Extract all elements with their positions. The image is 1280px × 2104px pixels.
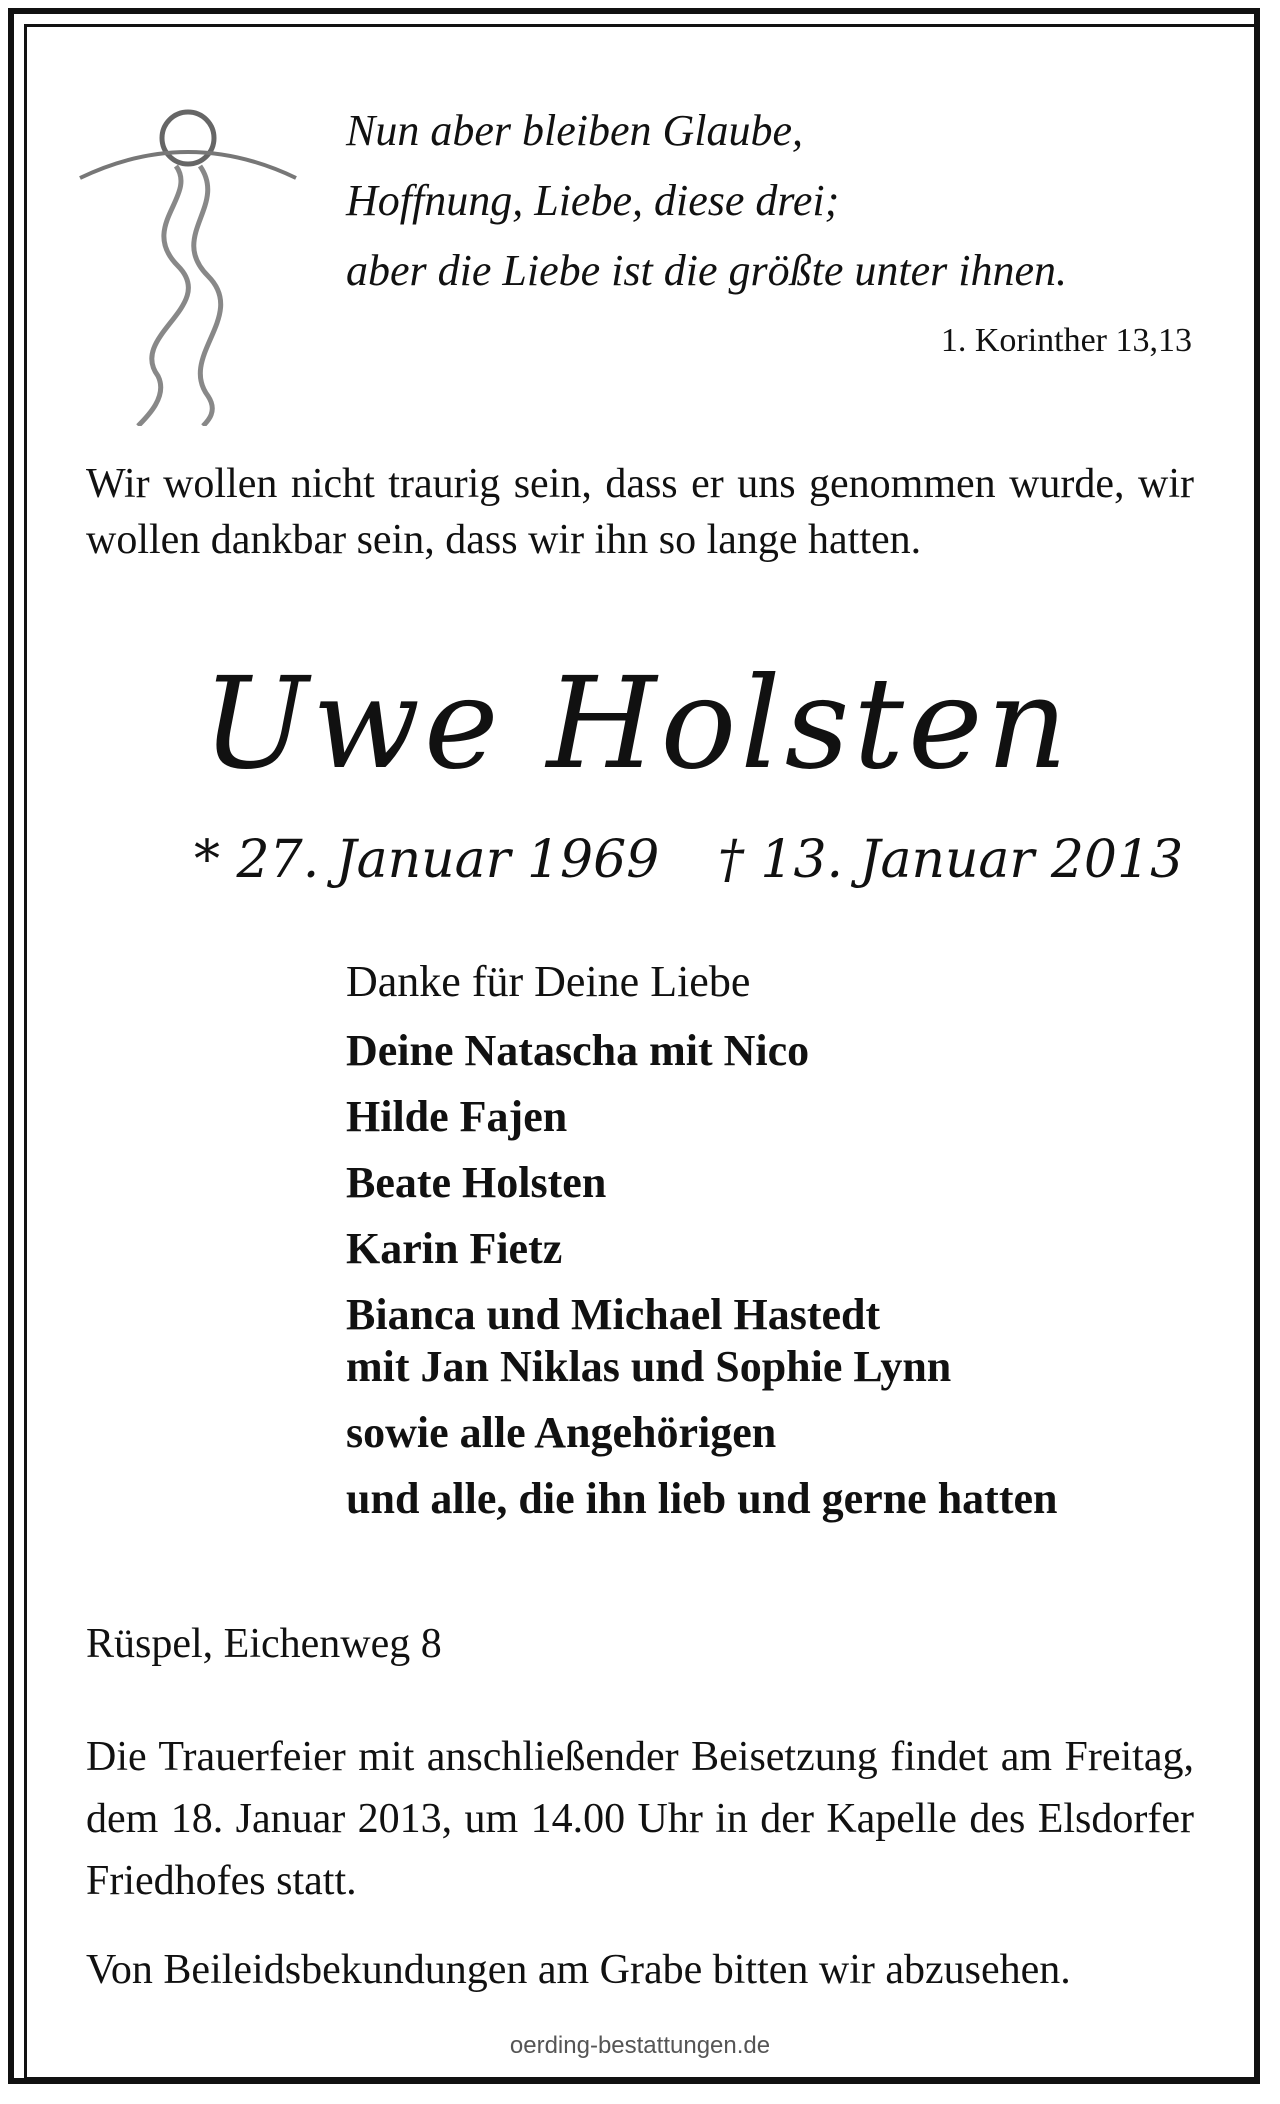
website-footer: oerding-bestattungen.de <box>509 2032 771 2059</box>
mourner: mit Jan Niklas und Sophie Lynn <box>346 1342 952 1391</box>
life-dates <box>194 830 1225 890</box>
mourner: Hilde Fajen <box>346 1092 568 1141</box>
intro-text: Wir wollen nicht traurig sein, dass er uns genommen wurde, wir wollen dankbar sein, dass wir ihn so lange hatten. <box>86 461 1194 563</box>
mourner: Karin Fietz <box>346 1224 563 1273</box>
mourners-block <box>346 956 1186 1539</box>
quote-line: aber die Liebe ist die größte unter ihnen. <box>346 246 1067 295</box>
mourner: Beate Holsten <box>346 1158 607 1207</box>
address: Rüspel, Eichenweg 8 <box>86 1621 442 1667</box>
bible-quote <box>346 96 1067 306</box>
path-sun-emblem-icon <box>78 96 298 426</box>
obituary-notice <box>86 0 1194 2104</box>
mourner: sowie alle Angehörigen <box>346 1408 777 1457</box>
quote-line: Nun aber bleiben Glaube, <box>346 106 804 155</box>
bible-reference: 1. Korinther 13,13 <box>940 322 1192 359</box>
mourner: und alle, die ihn lieb und gerne hatten <box>346 1474 1058 1523</box>
thanks-line: Danke für Deine Liebe <box>346 957 751 1006</box>
death-date: † 13. Januar 2013 <box>717 830 1184 890</box>
deceased-name: Uwe Holsten <box>202 650 1072 797</box>
birth-date: * 27. Januar 1969 <box>194 830 660 890</box>
ceremony-info: Die Trauerfeier mit anschließender Beisetzung findet am Freitag, dem 18. Januar 2013, um 14.00 Uhr in der Kapelle des Elsdorfer Friedhofes statt. <box>86 1734 1194 1904</box>
mourner: Deine Natascha mit Nico <box>346 1026 810 1075</box>
condolence-note: Von Beileidsbekundungen am Grabe bitten wir abzusehen. <box>86 1947 1071 1993</box>
quote-line: Hoffnung, Liebe, diese drei; <box>346 176 840 225</box>
mourner: Bianca und Michael Hastedt <box>346 1290 881 1339</box>
